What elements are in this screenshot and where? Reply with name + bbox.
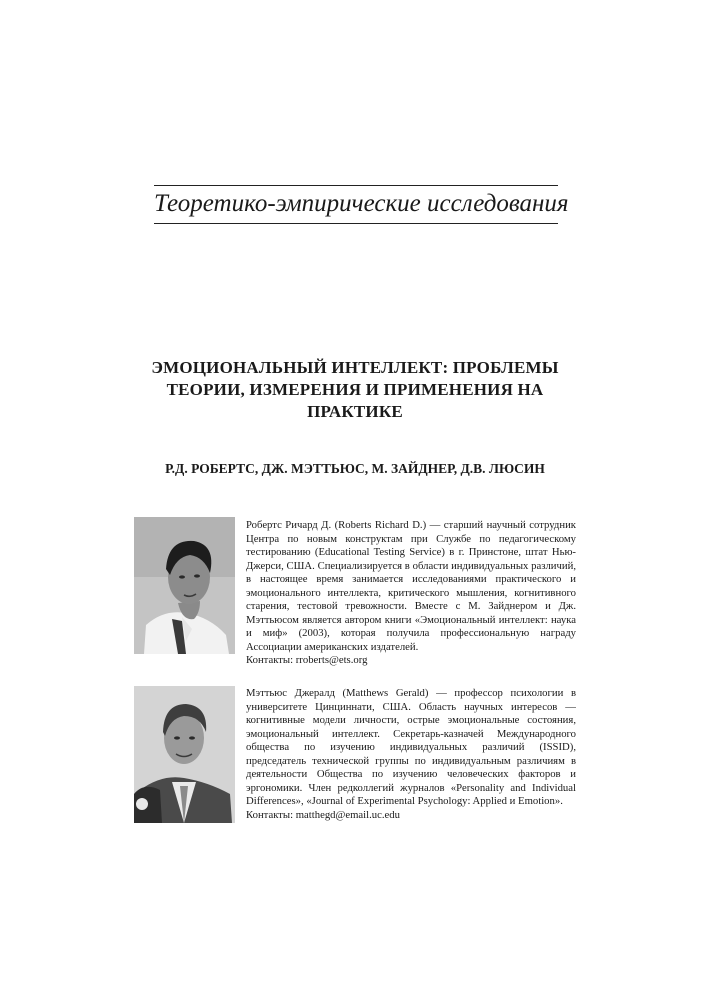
- author-bio-roberts: [246, 519, 576, 668]
- article-title-line: ПРАКТИКЕ: [307, 402, 403, 421]
- author-bio-matthews: [246, 687, 576, 822]
- article-title-line: ЭМОЦИОНАЛЬНЫЙ ИНТЕЛЛЕКТ: ПРОБЛЕМЫ: [151, 358, 559, 377]
- article-title: [120, 357, 590, 423]
- bio-text: Робертс Ричард Д. (Roberts Richard D.) — старший научный сотрудник Центра по новым конструктам при Службе по педагогическому тестированию (Educational Testing Service) в г. Принстоне, штат Нью-Джерси, США. Специализируется в области индивидуальных различий, в настоящее время занимается исследованиями практического и эмоционального интеллекта, критического мышления, когнитивного старения, тестовой тревожности. Вместе с М. Зайднером и Дж. Мэттьюсом является автором книги «Эмоциональный интеллект: наука и миф» (2003), которая получила профессиональную награду Ассоциации американских издателей.: [246, 519, 576, 653]
- bio-text: Мэттьюс Джералд (Matthews Gerald) — профессор психологии в университете Цинциннати, США. Область научных интересов — когнитивные модели личности, острые эмоциональные состояния, эмоциональный интеллект. Секретарь-казначей Международного общества по изучению индивидуальных различий (ISSID), председатель технической группы по индивидуальным различиям в деятельности Общества по изучению человеческих факторов и эргономики. Член редколлегий журналов «Personality and Individual Differences», «Journal of Experimental Psychology: Applied и Emotion».: [246, 687, 576, 807]
- article-title-line: ТЕОРИИ, ИЗМЕРЕНИЯ И ПРИМЕНЕНИЯ НА: [166, 380, 544, 399]
- author-photo-roberts: [134, 517, 235, 654]
- section-rule-bottom: [154, 223, 558, 224]
- bio-contacts: Контакты: rroberts@ets.org: [246, 654, 368, 666]
- author-photo-matthews: [134, 686, 235, 823]
- section-title: Теоретико-эмпирические исследования: [154, 190, 569, 217]
- article-authors: Р.Д. РОБЕРТС, ДЖ. МЭТТЬЮС, М. ЗАЙДНЕР, Д.В. ЛЮСИН: [165, 461, 545, 476]
- bio-contacts: Контакты: matthegd@email.uc.edu: [246, 808, 400, 821]
